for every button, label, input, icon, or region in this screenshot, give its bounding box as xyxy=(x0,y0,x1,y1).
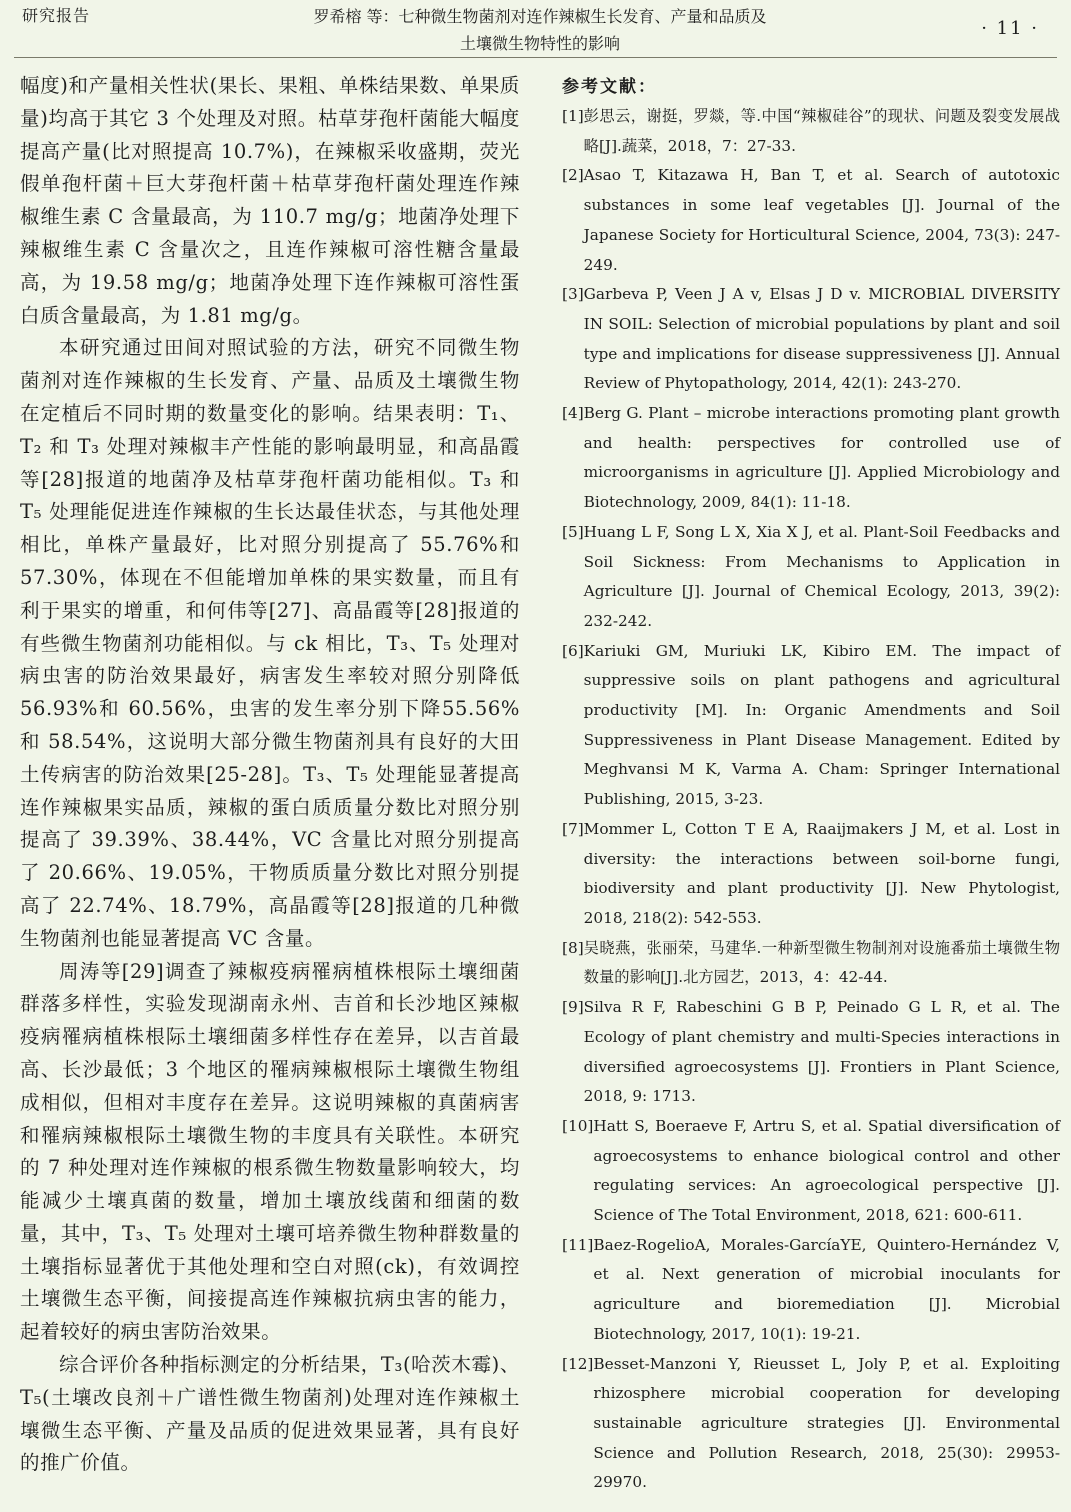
reference-text: Huang L F, Song L X, Xia X J, et al. Plant-Soil Feedbacks and Soil Sickness: From Mechanisms to Application in Agriculture [J]. Journal of Chemical Ecology, 2013, 39(2): 232-242. xyxy=(583,522,1060,630)
running-title-line2: 土壤微生物特性的影响 xyxy=(459,34,620,53)
reference-number: [3] xyxy=(562,285,584,304)
reference-item-12 xyxy=(562,1350,1060,1499)
reference-text: Silva R F, Rabeschini G B P, Peinado G L R, et al. The Ecology of plant chemistry and multi-Species interactions in diversified agroecosystems [J]. Frontiers in Plant Science, 2018, 9: 1713. xyxy=(583,998,1060,1106)
page-number: · 11 · xyxy=(981,18,1039,39)
body-paragraph-3: 周涛等[29]调查了辣椒疫病罹病植株根际土壤细菌群落多样性，实验发现湖南永州、吉首和长沙地区辣椒疫病罹病植株根际土壤细菌多样性存在差异，以吉首最高、长沙最低；3 个地区的罹病辣椒根际土壤微生物组成相似，但相对丰度存在差异。这说明辣椒的真菌病害和罹病辣椒根际土壤微生物的丰度具有关联性。本研究的 7 种处理对连作辣椒的根系微生物数量影响较大，均能减少土壤真菌的数量，增加土壤放线菌和细菌的数量，其中，T₃、T₅ 处理对土壤可培养微生物种群数量的土壤指标显著优于其他处理和空白对照(ck)，有效调控土壤微生态平衡，间接提高连作辣椒抗病虫害的能力，起着较好的病虫害防治效果。 xyxy=(20,959,520,1344)
body-paragraph-4: 综合评价各种指标测定的分析结果，T₃(哈茨木霉)、T₅(土壤改良剂＋广谱性微生物菌剂)处理对连作辣椒土壤微生态平衡、产量及品质的促进效果显著，具有良好的推广价值。 xyxy=(20,1353,520,1475)
reference-item-6 xyxy=(562,637,1060,815)
reference-number: [2] xyxy=(562,166,584,185)
section-label: 研究报告 xyxy=(22,6,91,25)
running-title xyxy=(200,3,880,57)
reference-number: [4] xyxy=(562,404,584,423)
reference-text: 彭思云，谢挺，罗燚，等.中国“辣椒硅谷”的现状、问题及裂变发展战略[J].蔬菜，2018，7：27-33. xyxy=(583,107,1060,155)
header-rule xyxy=(14,57,1057,58)
reference-item-2 xyxy=(562,161,1060,280)
body-column xyxy=(20,70,520,1480)
reference-text: Asao T, Kitazawa H, Ban T, et al. Search of autotoxic substances in some leaf vegetables [J]. Journal of the Japanese Society for Horticultural Science, 2004, 73(3): 247-249. xyxy=(583,166,1060,274)
reference-number: [6] xyxy=(562,641,584,660)
reference-number: [12] xyxy=(562,1354,594,1373)
reference-item-7 xyxy=(562,815,1060,934)
reference-item-9 xyxy=(562,993,1060,1112)
running-title-line1: 罗希榕 等：七种微生物菌剂对连作辣椒生长发育、产量和品质及 xyxy=(313,7,767,26)
references-column xyxy=(562,72,1060,1498)
reference-item-11 xyxy=(562,1231,1060,1350)
reference-item-3 xyxy=(562,280,1060,399)
body-paragraph-2: 本研究通过田间对照试验的方法，研究不同微生物菌剂对连作辣椒的生长发育、产量、品质及土壤微生物在定植后不同时期的数量变化的影响。结果表明：T₁、T₂ 和 T₃ 处理对辣椒丰产性能的影响最明显，和高晶霞等[28]报道的地菌净及枯草芽孢杆菌功能相似。T₃ 和 T₅ 处理能促进连作辣椒的生长达最佳状态，与其他处理相比，单株产量最好，比对照分别提高了 55.76%和 57.30%，体现在不但能增加单株的果实数量，而且有利于果实的增重，和何伟等[27]、高晶霞等[28]报道的有些微生物菌剂功能相似。与 ck 相比，T₃、T₅ 处理对病虫害的防治效果最好，病害发生率较对照分别降低 56.93%和 60.56%，虫害的发生率分别下降55.56%和 58.54%，这说明大部分微生物菌剂具有良好的大田土传病害的防治效果[25-28]。T₃、T₅ 处理能显著提高连作辣椒果实品质，辣椒的蛋白质质量分数比对照分别提高了 39.39%、38.44%，VC 含量比对照分别提高了 20.66%、19.05%，干物质质量分数比对照分别提高了 22.74%、18.79%，高晶霞等[28]报道的几种微生物菌剂也能显著提高 VC 含量。 xyxy=(20,336,520,950)
reference-item-5 xyxy=(562,518,1060,637)
reference-text: Baez-RogelioA, Morales-GarcíaYE, Quintero-Hernández V, et al. Next generation of microbial inoculants for agriculture and bioremediation [J]. Microbial Biotechnology, 2017, 10(1): 19-21. xyxy=(593,1235,1060,1343)
reference-number: [1] xyxy=(562,107,584,125)
reference-item-8 xyxy=(562,934,1060,993)
body-paragraph-1: 幅度)和产量相关性状(果长、果粗、单株结果数、单果质量)均高于其它 3 个处理及对照。枯草芽孢杆菌能大幅度提高产量(比对照提高 10.7%)，在辣椒采收盛期，荧光假单孢杆菌＋巨大芽孢杆菌＋枯草芽孢杆菌处理连作辣椒维生素 C 含量最高，为 110.7 mg/g；地菌净处理下辣椒维生素 C 含量次之，且连作辣椒可溶性糖含量最高，为 19.58 mg/g；地菌净处理下连作辣椒可溶性蛋白质含量最高，为 1.81 mg/g。 xyxy=(20,74,520,327)
reference-number: [8] xyxy=(562,938,584,957)
reference-text: Garbeva P, Veen J A v, Elsas J D v. MICROBIAL DIVERSITY IN SOIL: Selection of microbial populations by plant and soil type and implications for disease suppressiveness [J]. Annual Review of Phytopathology, 2014, 42(1): 243-270. xyxy=(583,285,1060,393)
reference-text: 吴晓燕，张丽荣，马建华.一种新型微生物制剂对设施番茄土壤微生物数量的影响[J].北方园艺，2013，4：42-44. xyxy=(583,938,1060,987)
reference-text: Kariuki GM, Muriuki LK, Kibiro EM. The impact of suppressive soils on plant pathogens and agricultural productivity [M]. In: Organic Amendments and Soil Suppressiveness in Plant Disease Management. Edited by Meghvansi M K, Varma A. Cham: Springer International Publishing, 2015, 3-23. xyxy=(583,641,1060,809)
reference-text: Hatt S, Boeraeve F, Artru S, et al. Spatial diversification of agroecosystems to enhance biological control and other regulating services: An agroecological perspective [J]. Science of The Total Environment, 2018, 621: 600-611. xyxy=(593,1116,1060,1225)
reference-item-4 xyxy=(562,399,1060,518)
reference-text: Besset-Manzoni Y, Rieusset L, Joly P, et al. Exploiting rhizosphere microbial cooperation for developing sustainable agriculture strategies [J]. Environmental Science and Pollution Research, 2018, 25(30): 29953-29970. xyxy=(593,1354,1060,1492)
references-heading: 参考文献： xyxy=(562,77,657,97)
reference-number: [5] xyxy=(562,522,584,541)
reference-number: [11] xyxy=(562,1235,594,1254)
reference-number: [10] xyxy=(562,1116,594,1135)
reference-number: [9] xyxy=(562,998,584,1017)
page-header xyxy=(0,0,1071,56)
reference-number: [7] xyxy=(562,819,584,838)
reference-text: Berg G. Plant – microbe interactions promoting plant growth and health: perspectives for controlled use of microorganisms in agriculture [J]. Applied Microbiology and Biotechnology, 2009, 84(1): 11-18. xyxy=(583,404,1060,512)
reference-item-10 xyxy=(562,1112,1060,1231)
reference-text: Mommer L, Cotton T E A, Raaijmakers J M, et al. Lost in diversity: the interactions between soil-borne fungi, biodiversity and plant productivity [J]. New Phytologist, 2018, 218(2): 542-553. xyxy=(583,819,1060,927)
reference-item-1 xyxy=(562,102,1060,161)
